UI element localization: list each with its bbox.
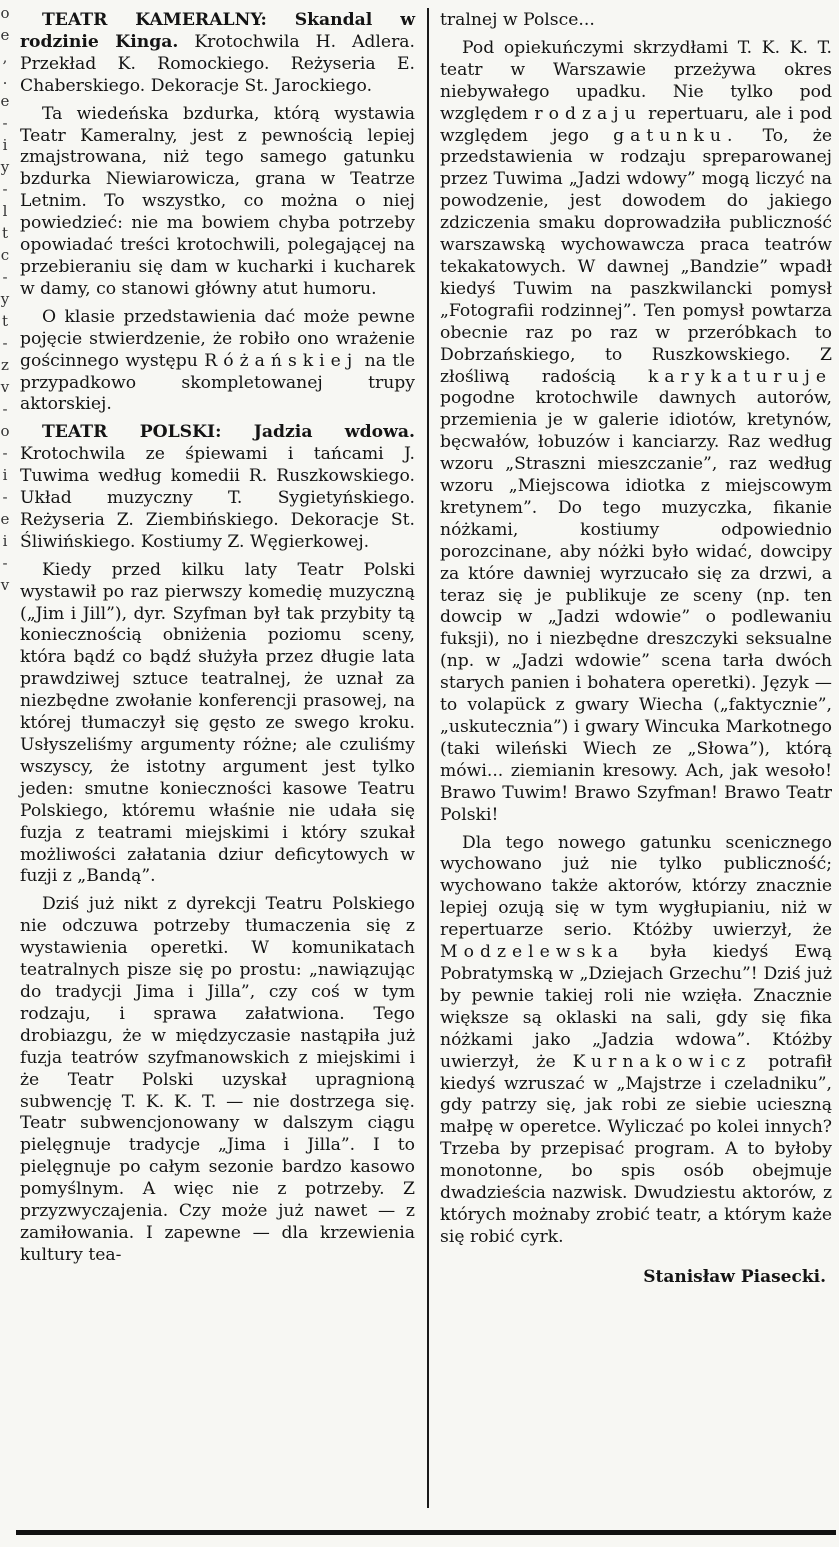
right-paragraph-1 (440, 38, 832, 827)
kameralny-p2-text-a: O klasie przedstawienia dać może pewne pojęcie stwierdzenie, że robiło ono wrażenie gościnnego występu (20, 306, 415, 371)
gutter-fragment: o (0, 4, 10, 22)
polski-review-header (20, 422, 415, 553)
right-paragraph-2 (440, 833, 832, 1249)
gutter-fragment: c (0, 246, 10, 264)
right-p1-spaced-3: karykaturuje (648, 366, 833, 387)
kameralny-paragraph-2 (20, 307, 415, 417)
right-p1-text-d: pogodne krotochwile dawnych autorów, przemienia je w galerie idiotów, kretynów, bęcwałów, łobuzów i kanciarzy. Raz według wzoru „Straszni mieszczanie”, raz według wzoru „Miejscowa idiotka z miejscowym kretynem”. Do tego muzyczka, fikanie nóżkami, kostiumy odpowiednio porozcinane, aby nóżki było widać, dowcipy za które dawniej wyrzucało się za drzwi, a teraz się je publikuje ze sceny (np. ten dowcip w „Jadzi wdowie” o podlewaniu fuksji), no i niezbędne dreszczyki seksualne (np. w „Jadzi wdowie” scena tarła dwóch starych panien i bohatera operetki). Język — to volapück z gwary Wiecha („faktycznie”, „uskuteczniа”) i gwary Wincuka Markotnego (taki wileński Wiech ze „Słowa”), którą mówi... ziemianin kresowy. Ach, jak wesoło! Brawo Tuwim! Brawo Szyfman! Brawo Teatr Polski! (440, 388, 832, 825)
gutter-fragment: l (2, 202, 8, 220)
column-divider (427, 8, 429, 1508)
gutter-fragment: e (0, 510, 10, 528)
polski-heading: TEATR POLSKI: Jadzia wdowa. (42, 422, 415, 443)
gutter-fragment: - (2, 400, 8, 418)
right-p1-text-b: repertuaru, ale i pod względem jego (440, 103, 833, 146)
right-p2-spaced-2: Kurnakowicz (572, 1051, 752, 1072)
kameralny-heading: TEATR KAMERALNY: Skandal w rodzinie Kinga. (20, 10, 415, 52)
right-p2-text-a: Dla tego nowego gatunku scenicznego wychowano już nie tylko publiczność; wychowano także aktorów, którzy znacznie lepiej ozują się w tym wygłupianiu, niż w repertuarze serio. Któżby uwierzył, że (440, 832, 832, 941)
kameralny-p2-spaced-name: Różańskiej (204, 350, 359, 371)
kameralny-credits: Krotochwila H. Adlera. Przekład K. Romockiego. Reżyseria E. Chaberskiego. Dekoracje St. Jarockiego. (20, 31, 416, 96)
gutter-fragment: y (0, 290, 10, 308)
gutter-fragment: - (2, 268, 8, 286)
bottom-rule (16, 1530, 836, 1535)
right-p2-text-b: była kiedyś Ewą Pobratymską w „Dziejach Grzechu”! Dziś już by pewnie takiej roli nie wzięła. Znacznie większe są oklaski na sali, gdy się fika nóżkami jako „Jadzia wdowa”. Któżby uwierzył, że (440, 942, 832, 1072)
gutter-fragment: t (1, 312, 9, 330)
gutter-fragment: e (0, 26, 10, 44)
gutter-fragment: - (2, 114, 8, 132)
right-p1-text-c: To, że przedstawienia w rodzaju spreparowanej przez Tuwima „Jadzi wdowy” mogą liczyć na powodzenie, jest dowodem do jakiego zdziczenia smaku doprowadziła publiczność warszawską wychowawcza praca teatrów tekakatowych. W dawnej „Bandzie” wpadł kiedyś Tuwim na paszkwilancki pomysł „Fotografii rodzinnej”. Ten pomysł powtarza obecnie raz po raz w przeróbkach to Dobrzańskiego, to Ruszkowskiego. Z złośliwą radością (440, 125, 832, 387)
gutter-fragment: z (1, 356, 9, 374)
gutter-fragment: - (2, 334, 8, 352)
right-p1-text-a: Pod opiekuńczymi skrzydłami T. K. K. T. teatr w Warszawie przeżywa okres niebywałego upadku. Nie tylko pod względem (440, 37, 832, 124)
gutter-fragment: - (2, 488, 8, 506)
right-p2-spaced-1: Modzelewska (440, 942, 625, 963)
right-p2-text-c: potrafił kiedyś wzruszać w „Majstrze i czeladniku”, gdy patrzy się, jak robi ze siebie ucieszną małpę w operetce. Wyliczać po kolei innych? Trzeba by przepisać program. A to byłoby monotonne, bo spis osób obejmuje dwadzieścia nazwisk. Dwudziestu aktorów, z których możnaby zrobić teatr, a którym każe się robić cyrk. (440, 1051, 832, 1247)
kameralny-p2-text-b: na tle przypadkowo skompletowanej trupy aktorskiej. (20, 350, 416, 415)
left-gutter-fragments (0, 0, 10, 1547)
right-p1-spaced-2: gatunku. (613, 125, 739, 146)
gutter-fragment: , (2, 48, 8, 66)
author-signature: Stanisław Piasecki. (643, 1266, 826, 1287)
gutter-fragment: i (2, 532, 8, 550)
gutter-fragment: - (2, 554, 8, 572)
gutter-fragment: i (2, 466, 8, 484)
gutter-fragment: y (0, 158, 10, 176)
right-p1-spaced-1: rodzaju (534, 103, 642, 124)
kameralny-review-header (20, 10, 415, 98)
right-continuation: tralnej w Polsce... (440, 10, 595, 30)
gutter-fragment: o (0, 422, 10, 440)
article-column-left (20, 10, 415, 1273)
gutter-fragment: v (0, 576, 10, 594)
kameralny-paragraph-1: Ta wiedeńska bzdurka, którą wystawia Teatr Kameralny, jest z pewnością lepiej zmajstrowana, niż tego samego gatunku bzdurka Niewiarowicza, grana w Teatrze Letnim. To wszystko, co można o niej powiedzieć: nie ma bowiem chyba potrzeby opowiadać treści krotochwili, polegającej na przebieraniu się dam w kucharki i kucharek w damy, co stanowi główny atut humoru. (20, 103, 415, 299)
gutter-fragment: . (2, 70, 8, 88)
gutter-fragment: t (1, 224, 9, 242)
polski-paragraph-2: Dziś już nikt z dyrekcji Teatru Polskiego nie odczuwa potrzeby tłumaczenia się z wystawienia operetki. W komunikatach teatralnych pisze się po prostu: „nawiązując do tradycji Jima i Jilla”, czy coś w tym rodzaju, i sprawa załatwiona. Tego drobiazgu, że w międzyczasie nastąpiła już fuzja teatrów szyfmanowskich z miejskimi i że Teatr Polski uzyskał upragnioną subwencję T. K. K. T. — nie dostrzega się. Teatr subwencjonowany w dalszym ciągu pielęgnuje tradycje „Jima i Jilla”. I to pielęgnuje po całym sezonie bardzo kasowo pomyślnym. A więc nie z potrzeby. Z przyzwyczajenia. Czy może już nawet — z zamiłowania. I zapewne — dla krzewienia kultury tea- (20, 894, 415, 1265)
polski-credits: Krotochwila ze śpiewami i tańcami J. Tuwima według komedii R. Ruszkowskiego. Układ muzyczny T. Sygietyńskiego. Reżyseria Z. Ziembińskiego. Dekoracje St. Śliwińskiego. Kostiumy Z. Węgierkowej. (20, 444, 415, 552)
gutter-fragment: - (2, 180, 8, 198)
gutter-fragment: - (2, 444, 8, 462)
gutter-fragment: e (0, 92, 10, 110)
article-column-right (440, 10, 832, 1289)
polski-paragraph-1: Kiedy przed kilku laty Teatr Polski wystawił po raz pierwszy komedię muzyczną („Jim i Jill”), dyr. Szyfman był tak przybity tą koniecznością obniżenia poziomu sceny, która bądź co bądź służyła przez długie lata prawdziwej sztuce teatralnej, że uznał za niezbędne zwołanie konferencji prasowej, na której tłumaczył się gęsto ze swego kroku. Usłyszeliśmy argumenty różne; ale czuliśmy wszyscy, że istotny argument jest tylko jeden: smutne konieczności kasowe Teatru Polskiego, któremu właśnie nie udała się fuzja z teatrami miejskimi i który szukał możliwości załatania dziur deficytowych w fuzji z „Bandą”. (20, 559, 415, 887)
gutter-fragment: i (2, 136, 8, 154)
gutter-fragment: v (0, 378, 10, 396)
